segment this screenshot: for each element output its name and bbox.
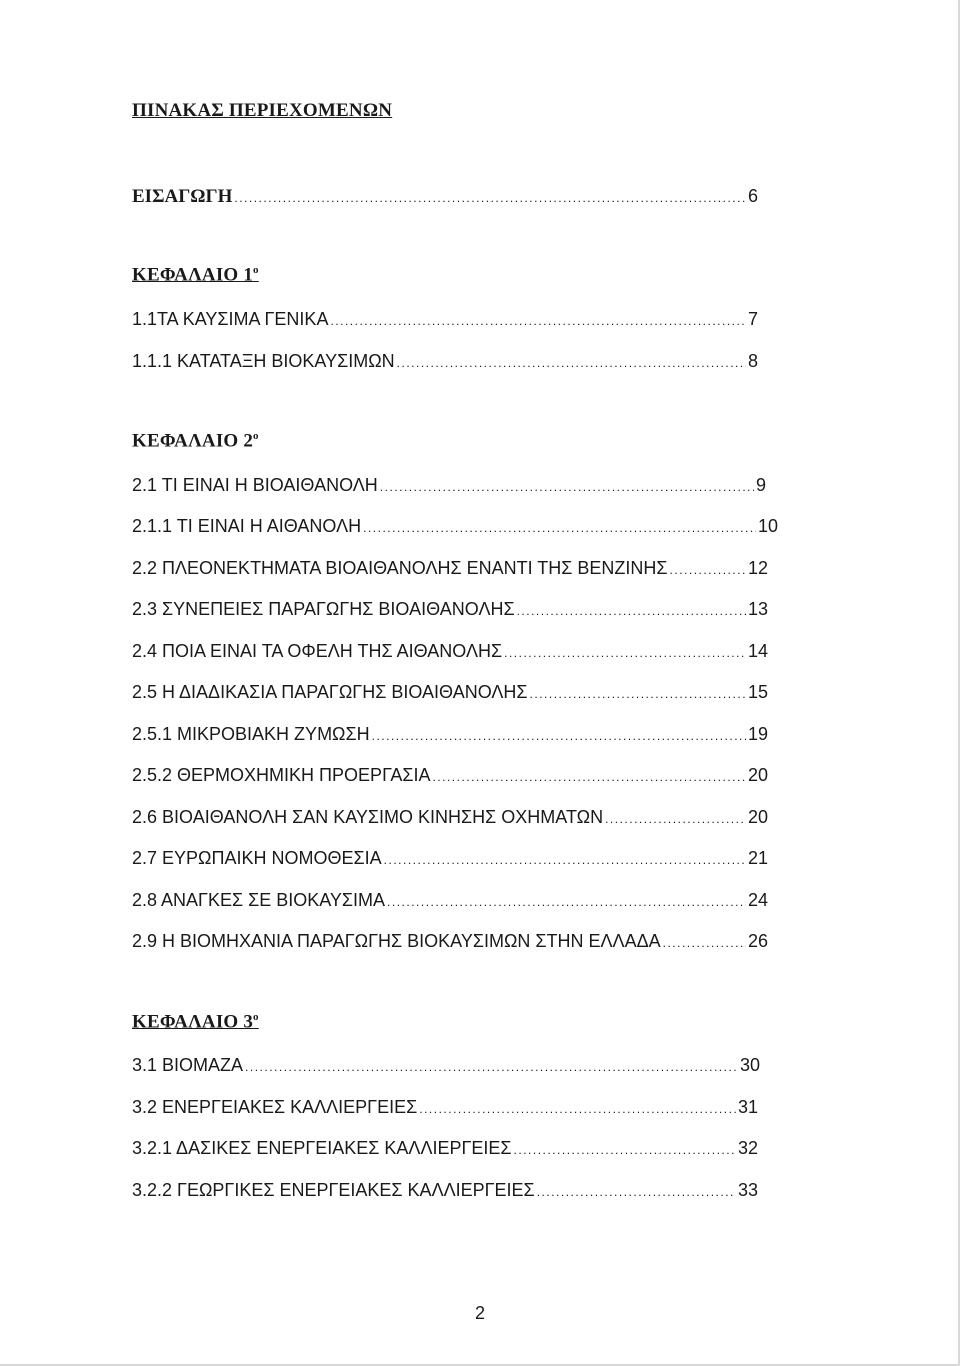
toc-entry-page: 6 (747, 186, 758, 206)
chapter-heading-text: ΚΕΦΑΛΑΙΟ 3 (132, 1011, 254, 1033)
toc-entry-label: 3.1 ΒΙΟΜΑΖΑ (132, 1055, 244, 1075)
toc-entry-label: 2.5.2 ΘΕΡΜΟΧΗΜΙΚΗ ΠΡΟΕΡΓΑΣΙΑ (132, 765, 431, 785)
toc-entry-page: 20 (747, 765, 768, 785)
toc-entry-label: 2.1 ΤΙ ΕΙΝΑΙ Η ΒΙΟΑΙΘΑΝΟΛΗ (132, 475, 378, 495)
toc-entry-page: 21 (747, 848, 768, 868)
toc-entry (132, 515, 778, 539)
toc-entry (132, 1137, 758, 1161)
toc-entry (132, 598, 768, 622)
toc-entry (132, 474, 766, 498)
chapter-heading-sup: ο (253, 264, 259, 276)
toc-entry-label: ΕΙΣΑΓΩΓΗ (132, 186, 233, 207)
toc-entry (132, 847, 768, 871)
dot-leader (372, 725, 746, 747)
toc-entry-label: 2.4 ΠΟΙΑ ΕΙΝΑΙ ΤΑ ΟΦΕΛΗ ΤΗΣ ΑΙΘΑΝΟΛΗΣ (132, 641, 503, 661)
toc-entry-label: 2.5.1 ΜΙΚΡΟΒΙΑΚΗ ΖΥΜΩΣΗ (132, 724, 370, 744)
dot-leader (537, 1181, 736, 1203)
toc-entry-page: 31 (737, 1097, 758, 1117)
toc-entry-label: 2.1.1 ΤΙ ΕΙΝΑΙ Η ΑΙΘΑΝΟΛΗ (132, 516, 362, 536)
toc-entry-page: 13 (747, 599, 768, 619)
dot-leader (234, 191, 746, 205)
toc-entry-label: 2.5 Η ΔΙΑΔΙΚΑΣΙΑ ΠΑΡΑΓΩΓΗΣ ΒΙΟΑΙΘΑΝΟΛΗΣ (132, 682, 528, 702)
toc-entry (132, 1179, 758, 1203)
toc-entry-page: 30 (739, 1055, 760, 1075)
toc-entry-label: 2.7 ΕΥΡΩΠΑΙΚΗ ΝΟΜΟΘΕΣΙΑ (132, 848, 382, 868)
toc-entry-label: 3.2.2 ΓΕΩΡΓΙΚΕΣ ΕΝΕΡΓΕΙΑΚΕΣ ΚΑΛΛΙΕΡΓΕΙΕΣ (132, 1180, 535, 1200)
toc-entry-label: 2.9 Η ΒΙΟΜΗΧΑΝΙΑ ΠΑΡΑΓΩΓΗΣ ΒΙΟΚΑΥΣΙΜΩΝ ΣΤΗΝ ΕΛΛΑΔΑ (132, 931, 661, 951)
toc-entry (132, 806, 768, 830)
dot-leader (397, 352, 746, 374)
dot-leader (663, 932, 746, 954)
dot-leader (419, 1098, 736, 1120)
toc-entry-page: 9 (755, 475, 766, 495)
toc-entry-label: 2.8 ΑΝΑΓΚΕΣ ΣΕ ΒΙΟΚΑΥΣΙΜΑ (132, 890, 386, 910)
toc-entry (132, 640, 768, 664)
dot-leader (432, 766, 746, 788)
toc-entry (132, 350, 758, 374)
toc-entry-page: 14 (747, 641, 768, 661)
toc-entry-page: 8 (747, 351, 758, 371)
toc-entry-page: 24 (747, 890, 768, 910)
dot-leader (670, 559, 746, 581)
dot-leader (517, 600, 746, 622)
chapter-heading-1 (132, 264, 259, 286)
toc-entry-page: 19 (747, 724, 768, 744)
toc-entry-page: 32 (737, 1138, 758, 1158)
toc-entry (132, 764, 768, 788)
chapter-heading-sup: ο (253, 1011, 259, 1023)
toc-entry-page: 26 (747, 931, 768, 951)
dot-leader (363, 517, 756, 539)
toc-entry-page: 7 (747, 309, 758, 329)
chapter-heading-text: ΚΕΦΑΛΑΙΟ 2 (132, 430, 254, 452)
toc-entry-page: 33 (737, 1180, 758, 1200)
toc-entry (132, 1096, 758, 1120)
dot-leader (605, 808, 746, 830)
toc-entry-label: 2.6 ΒΙΟΑΙΘΑΝΟΛΗ ΣΑΝ ΚΑΥΣΙΜΟ ΚΙΝΗΣΗΣ ΟΧΗΜΑΤΩΝ (132, 807, 604, 827)
toc-entry (132, 557, 768, 581)
toc-entry-label: 2.2 ΠΛΕΟΝΕΚΤΗΜΑΤΑ ΒΙΟΑΙΘΑΝΟΛΗΣ ΕΝΑΝΤΙ ΤΗΣ ΒΕΝΖΙΝΗΣ (132, 558, 668, 578)
page-number: 2 (474, 1303, 485, 1323)
toc-entry-label: 3.2.1 ΔΑΣΙΚΕΣ ΕΝΕΡΓΕΙΑΚΕΣ ΚΑΛΛΙΕΡΓΕΙΕΣ (132, 1138, 512, 1158)
toc-title: ΠΙΝΑΚΑΣ ΠΕΡΙΕΧΟΜΕΝΩΝ (132, 100, 393, 121)
dot-leader (330, 310, 746, 332)
toc-entry (132, 308, 758, 332)
toc-entry (132, 930, 768, 954)
toc-entry-label: 3.2 ΕΝΕΡΓΕΙΑΚΕΣ ΚΑΛΛΙΕΡΓΕΙΕΣ (132, 1097, 418, 1117)
toc-entry-page: 12 (747, 558, 768, 578)
chapter-heading-2 (132, 430, 259, 452)
toc-entry-page: 10 (757, 516, 778, 536)
dot-leader (530, 683, 746, 705)
toc-entry (132, 889, 768, 913)
dot-leader (504, 642, 746, 664)
dot-leader (384, 849, 746, 871)
toc-entry-page: 15 (747, 682, 768, 702)
toc-entry-intro (132, 186, 758, 208)
dot-leader (245, 1056, 738, 1078)
dot-leader (380, 476, 754, 498)
chapter-heading-sup: ο (253, 430, 259, 442)
toc-entry-label: 1.1ΤΑ ΚΑΥΣΙΜΑ ΓΕΝΙΚΑ (132, 309, 329, 329)
toc-entry (132, 723, 768, 747)
chapter-heading-text: ΚΕΦΑΛΑΙΟ 1 (132, 264, 254, 286)
toc-entry (132, 681, 768, 705)
chapter-heading-3 (132, 1011, 259, 1033)
toc-entry-label: 2.3 ΣΥΝΕΠΕΙΕΣ ΠΑΡΑΓΩΓΗΣ ΒΙΟΑΙΘΑΝΟΛΗΣ (132, 599, 515, 619)
dot-leader (514, 1139, 736, 1161)
dot-leader (387, 891, 746, 913)
toc-entry-label: 1.1.1 ΚΑΤΑΤΑΞΗ ΒΙΟΚΑΥΣΙΜΩΝ (132, 351, 395, 371)
toc-entry-page: 20 (747, 807, 768, 827)
toc-entry (132, 1054, 760, 1078)
